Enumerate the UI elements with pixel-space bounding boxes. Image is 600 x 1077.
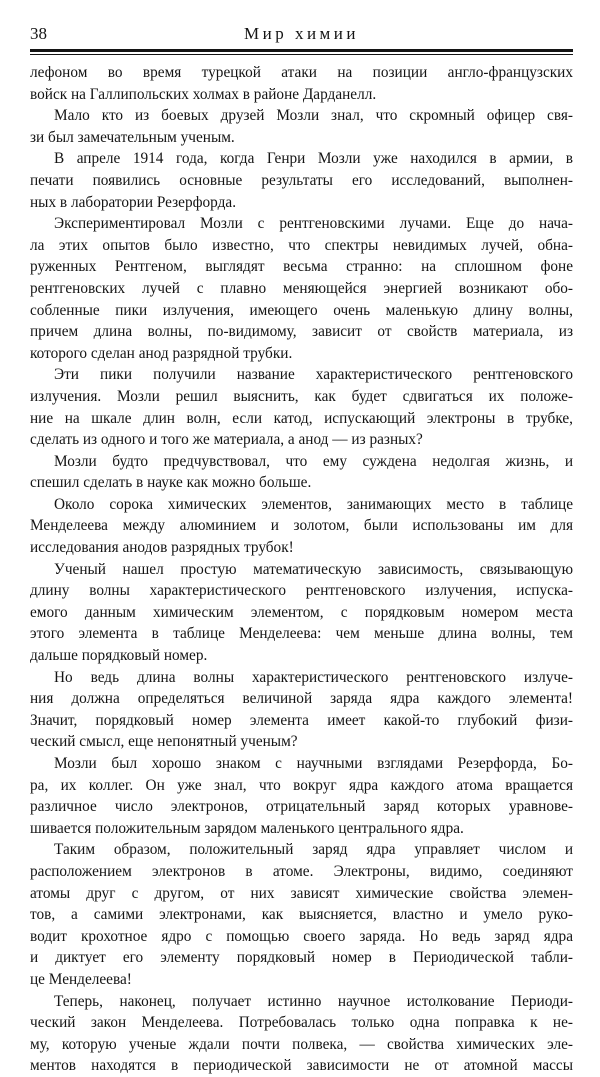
text-line: сделать из одного и того же материала, а анод — из разных?: [30, 431, 423, 449]
text-line: ния должна определяться величиной заряда ядра каждого элемента!: [30, 690, 573, 708]
text-line: Мало кто из боевых друзей Мозли знал, что скромный офицер свя-: [54, 107, 573, 125]
text-line: и диктует его элементу порядковый номер в Периодической табли-: [30, 949, 573, 967]
paragraph: [30, 753, 573, 839]
text-line: исследования анодов разрядных трубок!: [30, 539, 294, 557]
book-page: [30, 24, 573, 1077]
text-line: це Менделеева!: [30, 970, 132, 988]
text-line: ческий смысл, еще непонятный ученым?: [30, 733, 298, 751]
paragraph: [30, 451, 573, 494]
paragraph: [30, 494, 573, 559]
text-line: Эти пики получили название характеристического рентгеновского: [54, 366, 573, 384]
text-line: Теперь, наконец, получает истинно научное истолкование Периоди-: [54, 992, 573, 1010]
text-line: различное число электронов, отрицательный заряд которых уравнове-: [30, 798, 573, 816]
text-line: шивается положительным зарядом маленького центрального ядра.: [30, 819, 464, 837]
text-line: дальше порядковый номер.: [30, 647, 208, 665]
text-line: расположением электронов в атоме. Электроны, видимо, соединяют: [30, 862, 573, 880]
text-line: ментов находятся в периодической зависимости не от атомной массы: [30, 1057, 573, 1075]
text-line: тов, а самими электронами, как выясняется, властно и умело руко-: [30, 906, 573, 924]
header-rule-thick: [30, 49, 573, 52]
paragraph: [30, 364, 573, 450]
text-line: излучения. Мозли решил выяснить, как будет сдвигаться их положе-: [30, 387, 573, 405]
paragraph: [30, 148, 573, 213]
text-line: Мозли будто предчувствовал, что ему суждена недолгая жизнь, и: [54, 452, 573, 470]
body-text: [30, 62, 573, 1077]
text-line: атомы друг с другом, от них зависят химические свойства элемен-: [30, 884, 573, 902]
text-line: водит крохотное ядро с помощью своего заряда. Но ведь заряд ядра: [30, 927, 573, 945]
paragraph: [30, 559, 573, 667]
text-line: руженных Рентгеном, выглядят весьма странно: на сплошном фоне: [30, 258, 573, 276]
page-header: [30, 24, 573, 46]
text-line: ных в лаборатории Резерфорда.: [30, 193, 237, 211]
text-line: ла этих опытов было известно, что спектры невидимых лучей, обна-: [30, 236, 573, 254]
text-line: емого данным химическим элементом, с порядковым номером места: [30, 603, 573, 621]
text-line: Ученый нашел простую математическую зависимость, связывающую: [54, 560, 573, 578]
paragraph: [30, 667, 573, 753]
text-line: Около сорока химических элементов, занимающих место в таблице: [54, 495, 573, 513]
text-line: этого элемента в таблице Менделеева: чем меньше длина волны, тем: [30, 625, 573, 643]
text-line: Таким образом, положительный заряд ядра управляет числом и: [54, 841, 573, 859]
paragraph: [30, 213, 573, 364]
paragraph: [30, 839, 573, 990]
text-line: Но ведь длина волны характеристического рентгеновского излуче-: [54, 668, 573, 686]
text-line: Значит, порядковый номер элемента имеет какой-то глубокий физи-: [30, 711, 573, 729]
text-line: В апреле 1914 года, когда Генри Мозли уже находился в армии, в: [54, 150, 573, 168]
text-line: ние на шкале длин волн, если катод, испускающий электроны в трубке,: [30, 409, 573, 427]
text-line: Мозли был хорошо знаком с научными взглядами Резерфорда, Бо-: [54, 755, 573, 772]
text-line: печати появились основные результаты его исследований, выполнен-: [30, 171, 573, 189]
running-title: Мир химии: [243, 24, 359, 43]
text-line: рентгеновских лучей с плавно меняющейся энергией возникают обо-: [30, 279, 573, 297]
text-line: ра, их коллег. Он уже знал, что вокруг ядра каждого атома вращается: [30, 776, 573, 794]
text-line: собленные пики излучения, имеющего очень маленькую длину волны,: [30, 301, 573, 319]
text-line: которого сделан анод разрядной трубки.: [30, 344, 293, 362]
text-line: Экспериментировал Мозли с рентгеновскими лучами. Еще до нача-: [54, 215, 573, 233]
paragraph: [30, 62, 573, 105]
page-number: 38: [30, 24, 47, 43]
text-line: длину волны характеристического рентгеновского излучения, испуска-: [30, 582, 573, 600]
text-line: Менделеева между алюминием и золотом, были использованы им для: [30, 517, 573, 535]
text-line: лефоном во время турецкой атаки на позиции англо-французских: [30, 64, 573, 81]
text-line: ческий закон Менделеева. Потребовалась только одна поправка к не-: [30, 1014, 573, 1032]
paragraph: [30, 991, 573, 1077]
text-line: му, которую ученые ждали почти полвека, — свойства химических эле-: [30, 1035, 573, 1053]
text-line: войск на Галлипольских холмах в районе Дарданелл.: [30, 85, 377, 103]
paragraph: [30, 105, 573, 148]
text-line: спешил сделать в науке как можно больше.: [30, 474, 312, 492]
text-line: причем длина волны, по-видимому, зависит от свойств материала, из: [30, 323, 573, 341]
text-line: зи был замечательным ученым.: [30, 128, 235, 146]
header-rule-thin: [30, 54, 573, 55]
